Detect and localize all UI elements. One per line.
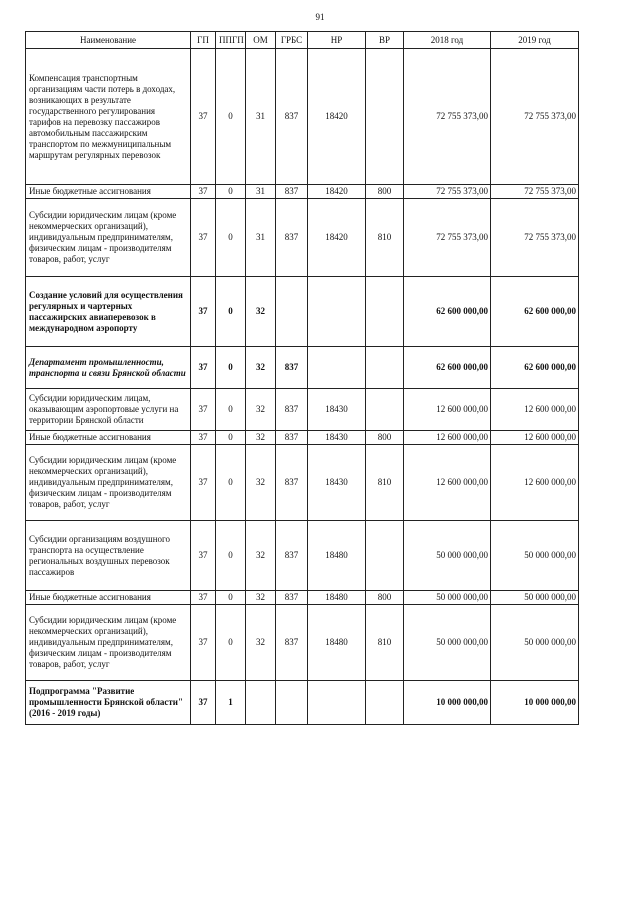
row-2019: 12 600 000,00 <box>491 389 579 431</box>
row-2019: 72 755 373,00 <box>491 49 579 185</box>
row-vr: 810 <box>366 605 404 681</box>
row-grbs: 837 <box>276 199 308 277</box>
row-ppgp: 0 <box>216 185 246 199</box>
table-row <box>26 49 579 185</box>
row-grbs: 837 <box>276 605 308 681</box>
row-grbs: 837 <box>276 347 308 389</box>
row-2018: 62 600 000,00 <box>404 347 491 389</box>
row-ppgp: 0 <box>216 445 246 521</box>
row-om: 32 <box>246 277 276 347</box>
row-ppgp: 0 <box>216 277 246 347</box>
row-2019: 10 000 000,00 <box>491 681 579 725</box>
row-vr: 810 <box>366 445 404 521</box>
header-2018: 2018 год <box>404 32 491 49</box>
row-grbs: 837 <box>276 185 308 199</box>
row-vr: 810 <box>366 199 404 277</box>
row-grbs <box>276 681 308 725</box>
row-2018: 12 600 000,00 <box>404 431 491 445</box>
table-body <box>26 49 579 725</box>
row-gp: 37 <box>191 431 216 445</box>
table-row <box>26 347 579 389</box>
row-om: 32 <box>246 445 276 521</box>
row-gp: 37 <box>191 605 216 681</box>
row-2018: 50 000 000,00 <box>404 605 491 681</box>
row-gp: 37 <box>191 277 216 347</box>
row-name: Иные бюджетные ассигнования <box>26 185 191 199</box>
row-gp: 37 <box>191 521 216 591</box>
row-2019: 62 600 000,00 <box>491 347 579 389</box>
row-name: Департамент промышленности, транспорта и связи Брянской области <box>26 347 191 389</box>
row-gp: 37 <box>191 49 216 185</box>
row-om: 32 <box>246 591 276 605</box>
row-grbs: 837 <box>276 389 308 431</box>
row-grbs: 837 <box>276 591 308 605</box>
table-row <box>26 521 579 591</box>
row-2018: 12 600 000,00 <box>404 445 491 521</box>
row-vr: 800 <box>366 431 404 445</box>
row-2018: 72 755 373,00 <box>404 49 491 185</box>
table-row <box>26 445 579 521</box>
row-gp: 37 <box>191 389 216 431</box>
row-vr <box>366 49 404 185</box>
row-om: 32 <box>246 521 276 591</box>
row-name: Субсидии юридическим лицам (кроме некоммерческих организаций), индивидуальным предпринимателям, физическим лицам - производителям товаров, работ, услуг <box>26 445 191 521</box>
row-2018: 50 000 000,00 <box>404 591 491 605</box>
row-2019: 72 755 373,00 <box>491 199 579 277</box>
row-name: Подпрограмма "Развитие промышленности Брянской области" (2016 - 2019 годы) <box>26 681 191 725</box>
row-gp: 37 <box>191 591 216 605</box>
header-ppgp: ППГП <box>216 32 246 49</box>
header-gp: ГП <box>191 32 216 49</box>
row-gp: 37 <box>191 445 216 521</box>
row-nr <box>308 347 366 389</box>
row-vr <box>366 681 404 725</box>
row-2018: 72 755 373,00 <box>404 199 491 277</box>
row-gp: 37 <box>191 347 216 389</box>
row-om: 31 <box>246 185 276 199</box>
row-nr: 18430 <box>308 389 366 431</box>
row-ppgp: 0 <box>216 605 246 681</box>
row-name: Иные бюджетные ассигнования <box>26 431 191 445</box>
row-nr: 18430 <box>308 431 366 445</box>
table-row <box>26 199 579 277</box>
row-om: 32 <box>246 431 276 445</box>
row-ppgp: 0 <box>216 389 246 431</box>
row-name: Иные бюджетные ассигнования <box>26 591 191 605</box>
row-nr: 18480 <box>308 591 366 605</box>
row-grbs <box>276 277 308 347</box>
row-vr: 800 <box>366 591 404 605</box>
row-ppgp: 0 <box>216 49 246 185</box>
row-name: Субсидии юридическим лицам (кроме некоммерческих организаций), индивидуальным предпринимателям, физическим лицам - производителям товаров, работ, услуг <box>26 199 191 277</box>
row-name: Компенсация транспортным организациям части потерь в доходах, возникающих в результате государственного регулирования тарифов на перевозку пассажиров автомобильным пассажирским транспортом по межмуниципальным маршрутам регулярных перевозок <box>26 49 191 185</box>
row-2018: 62 600 000,00 <box>404 277 491 347</box>
row-grbs: 837 <box>276 49 308 185</box>
row-gp: 37 <box>191 681 216 725</box>
row-name: Субсидии юридическим лицам (кроме некоммерческих организаций), индивидуальным предпринимателям, физическим лицам - производителям товаров, работ, услуг <box>26 605 191 681</box>
row-vr <box>366 277 404 347</box>
row-nr: 18480 <box>308 605 366 681</box>
row-om: 31 <box>246 49 276 185</box>
table-row <box>26 431 579 445</box>
row-2019: 50 000 000,00 <box>491 605 579 681</box>
row-ppgp: 0 <box>216 591 246 605</box>
row-2018: 72 755 373,00 <box>404 185 491 199</box>
header-2019: 2019 год <box>491 32 579 49</box>
row-ppgp: 0 <box>216 347 246 389</box>
table-row <box>26 605 579 681</box>
row-2019: 12 600 000,00 <box>491 431 579 445</box>
row-2019: 62 600 000,00 <box>491 277 579 347</box>
row-grbs: 837 <box>276 445 308 521</box>
row-name: Субсидии юридическим лицам, оказывающим аэропортовые услуги на территории Брянской области <box>26 389 191 431</box>
table-row <box>26 185 579 199</box>
row-2019: 12 600 000,00 <box>491 445 579 521</box>
header-grbs: ГРБС <box>276 32 308 49</box>
row-ppgp: 1 <box>216 681 246 725</box>
row-ppgp: 0 <box>216 521 246 591</box>
row-nr: 18420 <box>308 49 366 185</box>
row-nr: 18420 <box>308 185 366 199</box>
header-vr: ВР <box>366 32 404 49</box>
row-gp: 37 <box>191 185 216 199</box>
row-2018: 50 000 000,00 <box>404 521 491 591</box>
row-2019: 50 000 000,00 <box>491 521 579 591</box>
row-vr <box>366 521 404 591</box>
row-vr <box>366 347 404 389</box>
header-nr: НР <box>308 32 366 49</box>
page-number: 91 <box>315 12 325 22</box>
header-om: ОМ <box>246 32 276 49</box>
row-ppgp: 0 <box>216 199 246 277</box>
row-om: 31 <box>246 199 276 277</box>
header-name: Наименование <box>26 32 191 49</box>
table-row <box>26 277 579 347</box>
header-row <box>26 32 579 49</box>
row-nr: 18420 <box>308 199 366 277</box>
row-2019: 72 755 373,00 <box>491 185 579 199</box>
row-vr <box>366 389 404 431</box>
row-om: 32 <box>246 389 276 431</box>
table-row <box>26 681 579 725</box>
table-row <box>26 389 579 431</box>
row-nr: 18480 <box>308 521 366 591</box>
row-om <box>246 681 276 725</box>
row-grbs: 837 <box>276 431 308 445</box>
row-om: 32 <box>246 605 276 681</box>
row-om: 32 <box>246 347 276 389</box>
row-name: Создание условий для осуществления регулярных и чартерных пассажирских авиаперевозок в международном аэропорту <box>26 277 191 347</box>
row-gp: 37 <box>191 199 216 277</box>
row-nr <box>308 681 366 725</box>
row-nr <box>308 277 366 347</box>
table-row <box>26 591 579 605</box>
row-2018: 10 000 000,00 <box>404 681 491 725</box>
row-name: Субсидии организациям воздушного транспорта на осуществление региональных воздушных перевозок пассажиров <box>26 521 191 591</box>
row-grbs: 837 <box>276 521 308 591</box>
row-vr: 800 <box>366 185 404 199</box>
row-2019: 50 000 000,00 <box>491 591 579 605</box>
row-2018: 12 600 000,00 <box>404 389 491 431</box>
row-nr: 18430 <box>308 445 366 521</box>
row-ppgp: 0 <box>216 431 246 445</box>
budget-table <box>25 31 579 725</box>
